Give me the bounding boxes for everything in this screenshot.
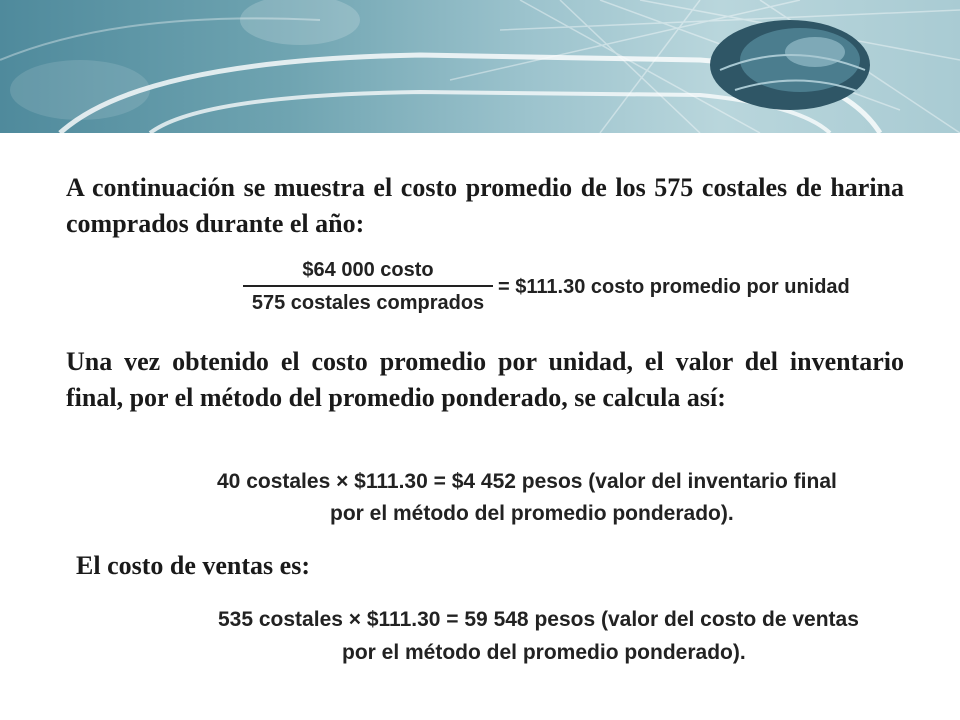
decorative-arcs <box>0 0 960 133</box>
sales-formula-line2: por el método del promedio ponderado). <box>342 641 746 664</box>
fraction-denominator: 575 costales comprados <box>251 292 485 314</box>
globe-icon <box>710 20 870 110</box>
inventory-formula-line2: por el método del promedio ponderado). <box>330 502 734 525</box>
method-paragraph: Una vez obtenido el costo promedio por unidad, el valor del inventario final, por el método del promedio ponderado, se calcula así: <box>66 347 904 412</box>
fraction-bar <box>243 285 493 287</box>
intro-paragraph: A continuación se muestra el costo promedio de los 575 costales de harina comprados durante el año: <box>66 173 904 238</box>
sales-formula-line1: 535 costales × $111.30 = 59 548 pesos (valor del costo de ventas <box>218 608 859 631</box>
header-banner <box>0 0 960 133</box>
fraction-numerator: $64 000 costo <box>302 259 434 281</box>
fraction-result: = $111.30 costo promedio por unidad <box>498 276 850 298</box>
average-cost-fraction <box>243 257 493 316</box>
sales-paragraph: El costo de ventas es: <box>76 551 310 580</box>
inventory-formula-line1: 40 costales × $111.30 = $4 452 pesos (valor del inventario final <box>217 470 837 493</box>
